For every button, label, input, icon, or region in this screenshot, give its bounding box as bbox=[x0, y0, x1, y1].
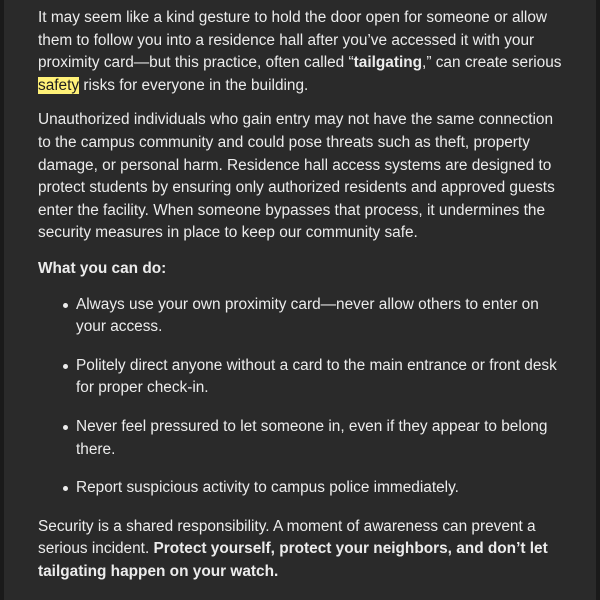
what-you-can-do-heading: What you can do: bbox=[38, 259, 167, 277]
intro-paragraph bbox=[38, 7, 562, 97]
article-body bbox=[38, 7, 562, 583]
intro-text-start: It may seem like a kind gesture to hold the door open for someone or allow them to follow you into a residence hall after you’ve accessed it with your proximity card—but this practice, often called “ bbox=[38, 9, 548, 72]
unauthorized-paragraph: Unauthorized individuals who gain entry may not have the same connection to the campus community and could pose threats such as theft, property damage, or personal harm. Residence hall access systems are designed to protect students by ensuring only authorized residents and approved guests enter the facility. When someone bypasses that process, it undermines the security measures in place to keep our community safe. bbox=[38, 111, 555, 242]
closing-paragraph bbox=[38, 516, 562, 584]
action-list bbox=[38, 294, 562, 500]
closing-bold-text: Protect yourself, protect your neighbors, and don’t let tailgating happen on your watch. bbox=[38, 540, 548, 580]
tailgating-term: tailgating bbox=[353, 54, 423, 72]
intro-text-end: risks for everyone in the building. bbox=[79, 76, 309, 94]
list-item: Always use your own proximity card—never allow others to enter on your access. bbox=[76, 294, 562, 339]
list-item: Politely direct anyone without a card to the main entrance or front desk for proper check-in. bbox=[76, 355, 562, 400]
list-item: Report suspicious activity to campus police immediately. bbox=[76, 477, 562, 500]
highlighted-word: safety bbox=[38, 76, 80, 94]
list-item: Never feel pressured to let someone in, even if they appear to belong there. bbox=[76, 416, 562, 461]
intro-text-middle: ,” can create serious bbox=[422, 54, 562, 72]
closing-text: Security is a shared responsibility. A moment of awareness can prevent a serious incident. bbox=[38, 517, 536, 558]
left-frame-edge bbox=[0, 0, 4, 600]
right-frame-edge bbox=[596, 0, 600, 600]
